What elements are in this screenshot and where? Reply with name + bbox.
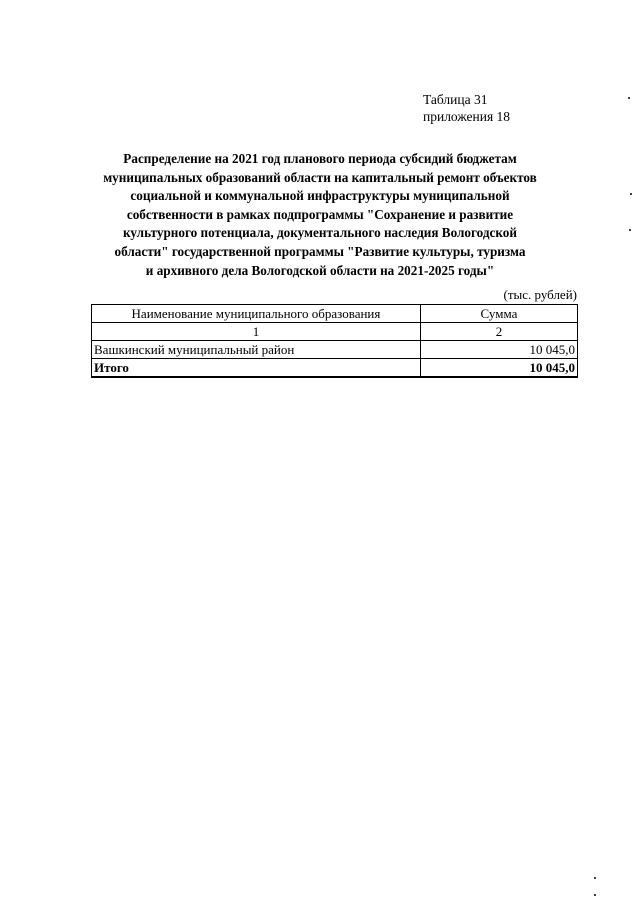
units-note: (тыс. рублей)	[503, 287, 577, 302]
title-line: муниципальных образований области на капитальный ремонт объектов	[103, 169, 537, 185]
table-number: Таблица 31	[423, 92, 488, 107]
title-line: Распределение на 2021 год планового периода субсидий бюджетам	[123, 151, 517, 166]
column-number-row	[92, 323, 578, 341]
table-row	[92, 341, 578, 359]
total-amount: 10 045,0	[420, 359, 577, 378]
municipality-amount: 10 045,0	[420, 341, 577, 359]
document-title	[88, 150, 552, 280]
column-number-2: 2	[420, 323, 577, 341]
scan-speck	[594, 877, 596, 879]
total-label: Итого	[92, 359, 421, 378]
appendix-number: приложения 18	[423, 109, 511, 124]
scan-speck	[628, 97, 630, 99]
scan-speck	[630, 193, 632, 195]
title-line: области" государственной программы "Развитие культуры, туризма	[114, 243, 526, 259]
title-line: и архивного дела Вологодской области на 2021-2025 годы"	[145, 262, 495, 278]
scan-speck	[629, 229, 631, 231]
table-reference	[423, 91, 510, 125]
table-header-row	[92, 305, 578, 323]
title-line: социальной и коммунальной инфраструктуры муниципальной	[130, 188, 510, 204]
distribution-table	[91, 304, 578, 378]
title-line: культурного потенциала, документального наследия Вологодской	[123, 225, 517, 241]
header-municipality: Наименование муниципального образования	[92, 305, 421, 323]
title-line: собственности в рамках подпрограммы "Сохранение и развитие	[126, 206, 514, 222]
total-row	[92, 359, 578, 378]
header-amount: Сумма	[420, 305, 577, 323]
municipality-name: Вашкинский муниципальный район	[92, 341, 421, 359]
scan-speck	[594, 894, 596, 896]
column-number-1: 1	[92, 323, 421, 341]
